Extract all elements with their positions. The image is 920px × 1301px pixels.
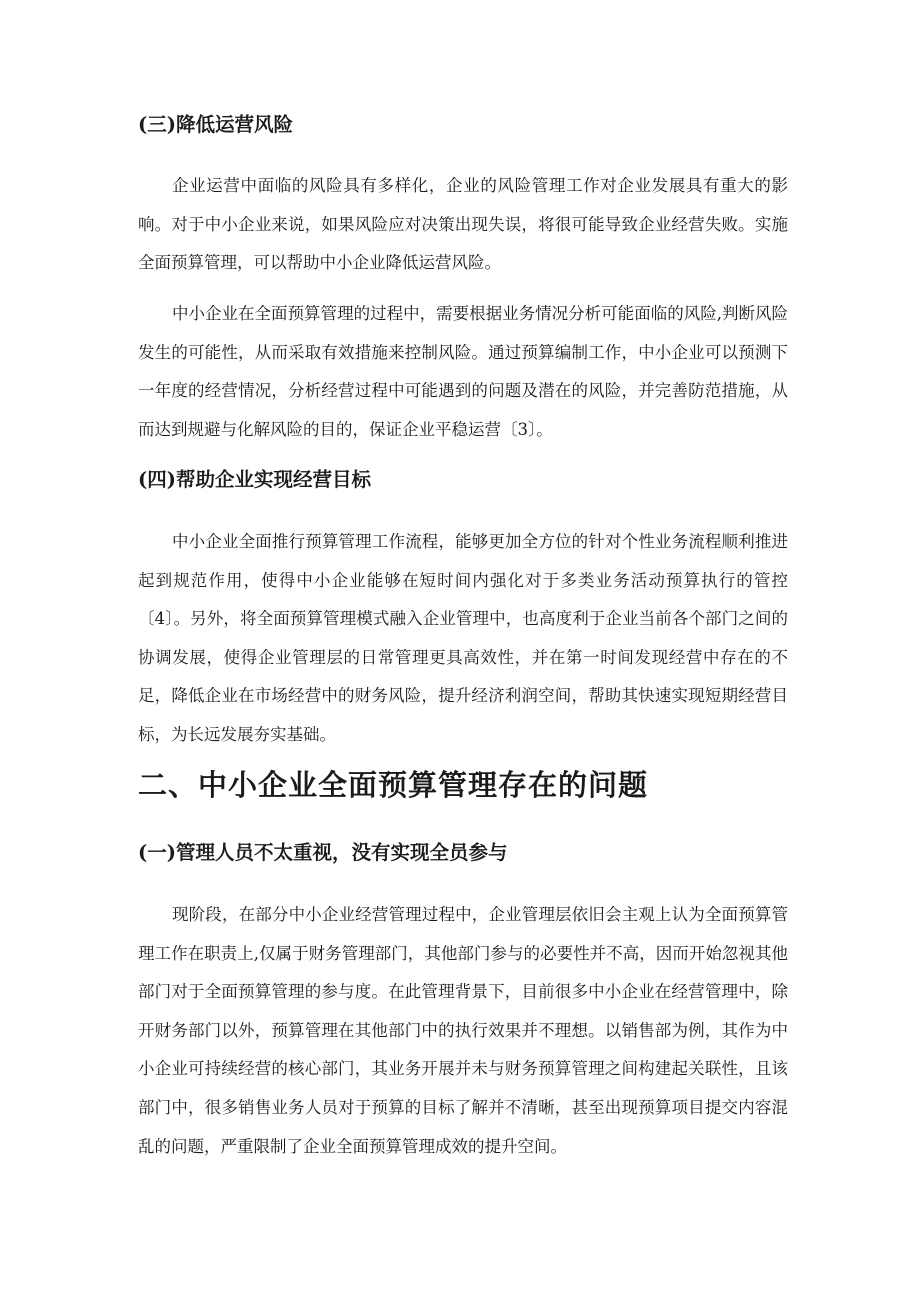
section-heading-4: (四)帮助企业实现经营目标 — [138, 468, 371, 491]
paragraph: 现阶段，在部分中小企业经营管理过程中，企业管理层依旧会主观上认为全面预算管理工作在职责上,仅属于财务管理部门，其他部门参与的必要性并不高，因而开始忽视其他部门对于全面预算管理的参与度。在此管理背景下，目前很多中小企业在经营管理中，除开财务部门以外，预算管理在其他部门中的执行效果并不理想。以销售部为例，其作为中小企业可持续经营的核心部门，其业务开展并未与财务预算管理之间构建起关联性，且该部门中，很多销售业务人员对于预算的目标了解并不清晰，甚至出现预算项目提交内容混乱的问题，严重限制了企业全面预算管理成效的提升空间。 — [138, 905, 788, 1156]
section-heading-3: (三)降低运营风险 — [138, 113, 293, 136]
chapter-heading: 二、中小企业全面预算管理存在的问题 — [138, 768, 649, 802]
paragraph: 中小企业全面推行预算管理工作流程，能够更加全方位的针对个性业务流程顺利推进起到规范作用，使得中小企业能够在短时间内强化对于多类业务活动预算执行的管控〔4〕。另外，将全面预算管理模式融入企业管理中，也高度利于企业当前各个部门之间的协调发展，使得企业管理层的日常管理更具高效性，并在第一时间发现经营中存在的不足，降低企业在市场经营中的财务风险，提升经济利润空间，帮助其快速实现短期经营目标，为长远发展夯实基础。 — [138, 532, 788, 744]
paragraph: 企业运营中面临的风险具有多样化，企业的风险管理工作对企业发展具有重大的影响。对于中小企业来说，如果风险应对决策出现失误，将很可能导致企业经营失败。实施全面预算管理，可以帮助中小企业降低运营风险。 — [138, 176, 788, 273]
paragraph: 中小企业在全面预算管理的过程中，需要根据业务情况分析可能面临的风险,判断风险发生的可能性，从而采取有效措施来控制风险。通过预算编制工作，中小企业可以预测下一年度的经营情况，分析经营过程中可能遇到的问题及潜在的风险，并完善防范措施，从而达到规避与化解风险的目的，保证企业平稳运营〔3〕。 — [138, 304, 788, 439]
section-heading-1: (一)管理人员不太重视，没有实现全员参与 — [138, 841, 508, 864]
